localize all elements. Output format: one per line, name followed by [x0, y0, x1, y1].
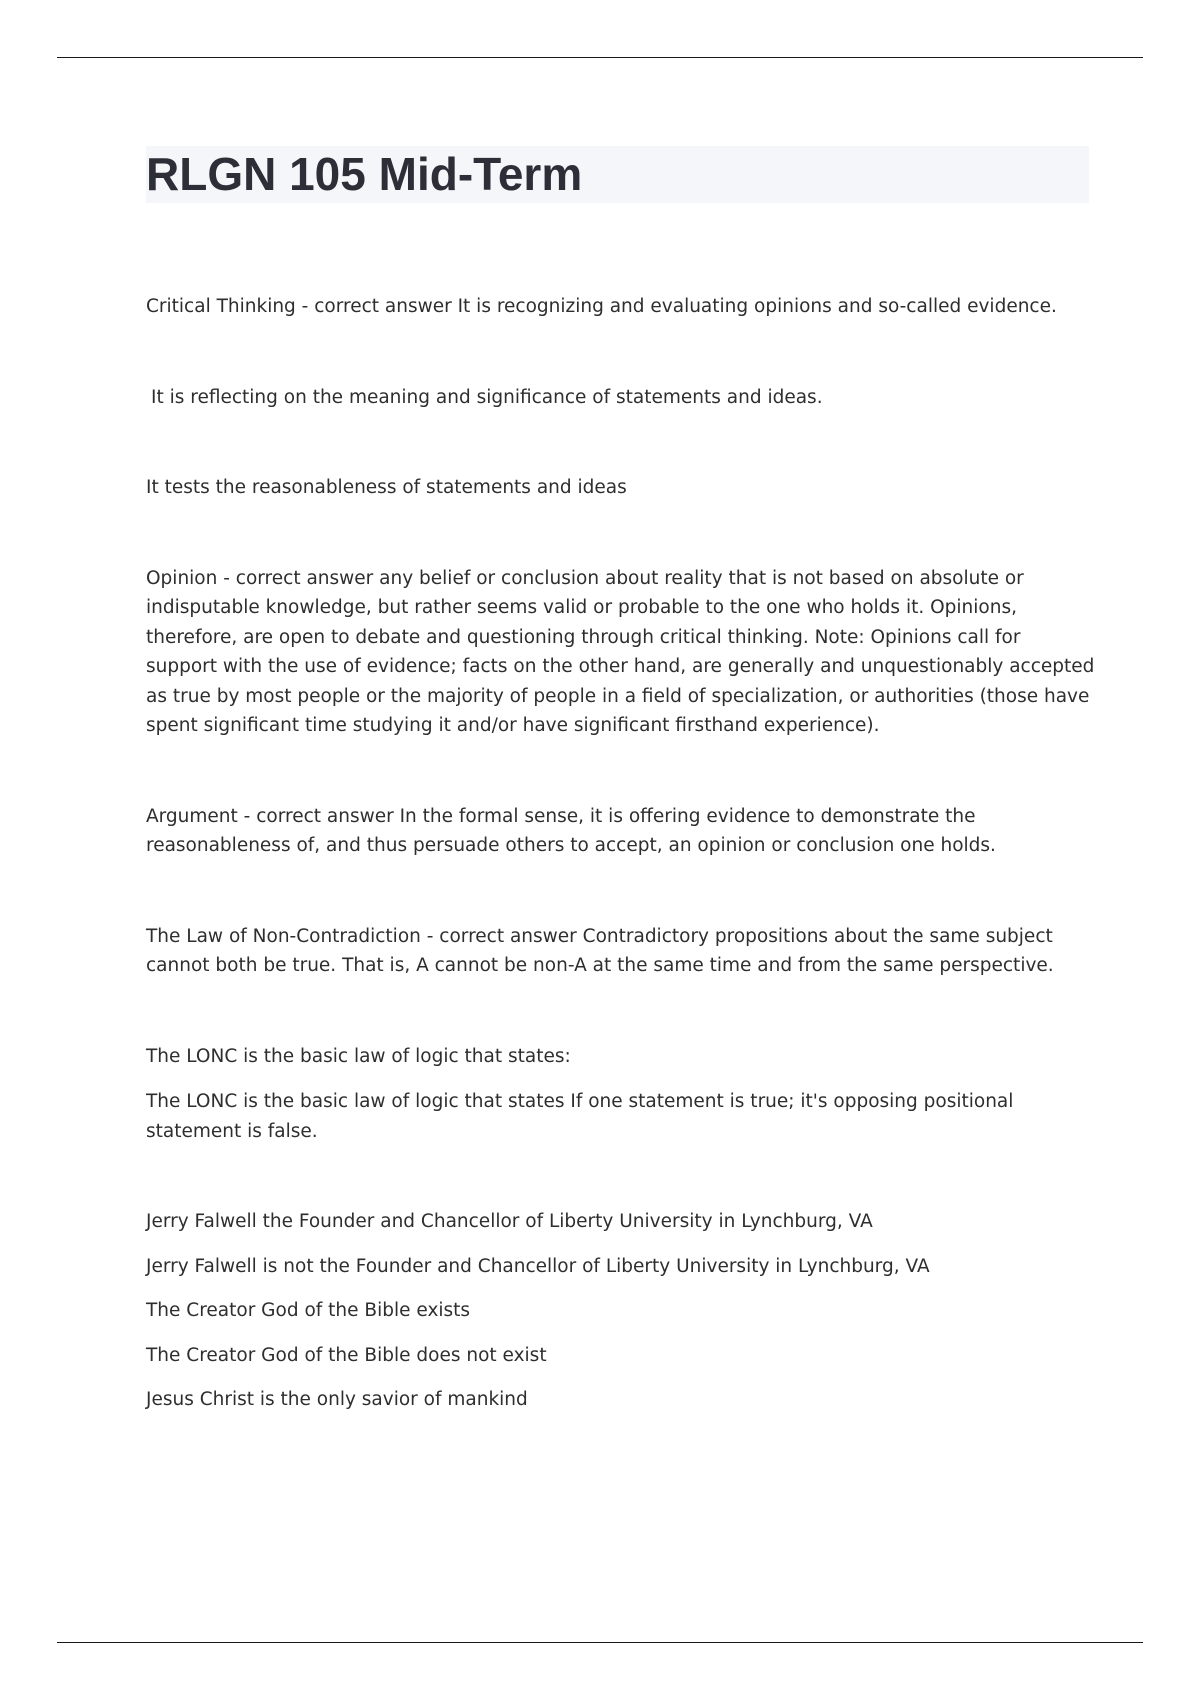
- list-item: Jerry Falwell the Founder and Chancellor of Liberty University in Lynchburg, VA: [146, 1211, 873, 1232]
- paragraph-reflecting: It is reflecting on the meaning and significance of statements and ideas.: [151, 386, 823, 408]
- paragraph-lonc-statement: The LONC is the basic law of logic that states If one statement is true; it's opposing positional statement is false.: [146, 1091, 1014, 1142]
- paragraph-lonc-intro: The LONC is the basic law of logic that states:: [146, 1045, 571, 1067]
- paragraph-critical-thinking: Critical Thinking - correct answer It is recognizing and evaluating opinions and so-called evidence.: [146, 296, 1057, 317]
- page-title: RLGN 105 Mid-Term: [146, 148, 583, 200]
- list-item: Jesus Christ is the only savior of mankind: [146, 1389, 528, 1410]
- paragraph-law-non-contradiction: The Law of Non-Contradiction - correct answer Contradictory propositions about the same subject cannot both be true. That is, A cannot be non-A at the same time and from the same perspective.: [146, 925, 1054, 976]
- paragraph-argument: Argument - correct answer In the formal sense, it is offering evidence to demonstrate the reasonableness of, and thus persuade others to accept, an opinion or conclusion one holds.: [146, 805, 996, 856]
- list-item: The Creator God of the Bible exists: [146, 1300, 471, 1321]
- paragraph-reasonableness: It tests the reasonableness of statements and ideas: [146, 477, 627, 498]
- top-rule: [57, 57, 1143, 58]
- list-item: The Creator God of the Bible does not exist: [146, 1344, 547, 1366]
- list-item: Jerry Falwell is not the Founder and Chancellor of Liberty University in Lynchburg, VA: [146, 1255, 930, 1277]
- paragraph-opinion: Opinion - correct answer any belief or conclusion about reality that is not based on absolute or indisputable knowledge, but rather seems valid or probable to the one who holds it. Opinions, therefore, are open to debate and questioning through critical thinking. Note: Opinions call for support with the use of evidence; facts on the other hand, are generally and unquestionably accepted as true by most people or the majority of people in a field of specialization, or authorities (those have spent significant time studying it and/or have significant firsthand experience).: [146, 567, 1095, 736]
- bottom-rule: [57, 1642, 1143, 1643]
- document-body: [146, 292, 1096, 1415]
